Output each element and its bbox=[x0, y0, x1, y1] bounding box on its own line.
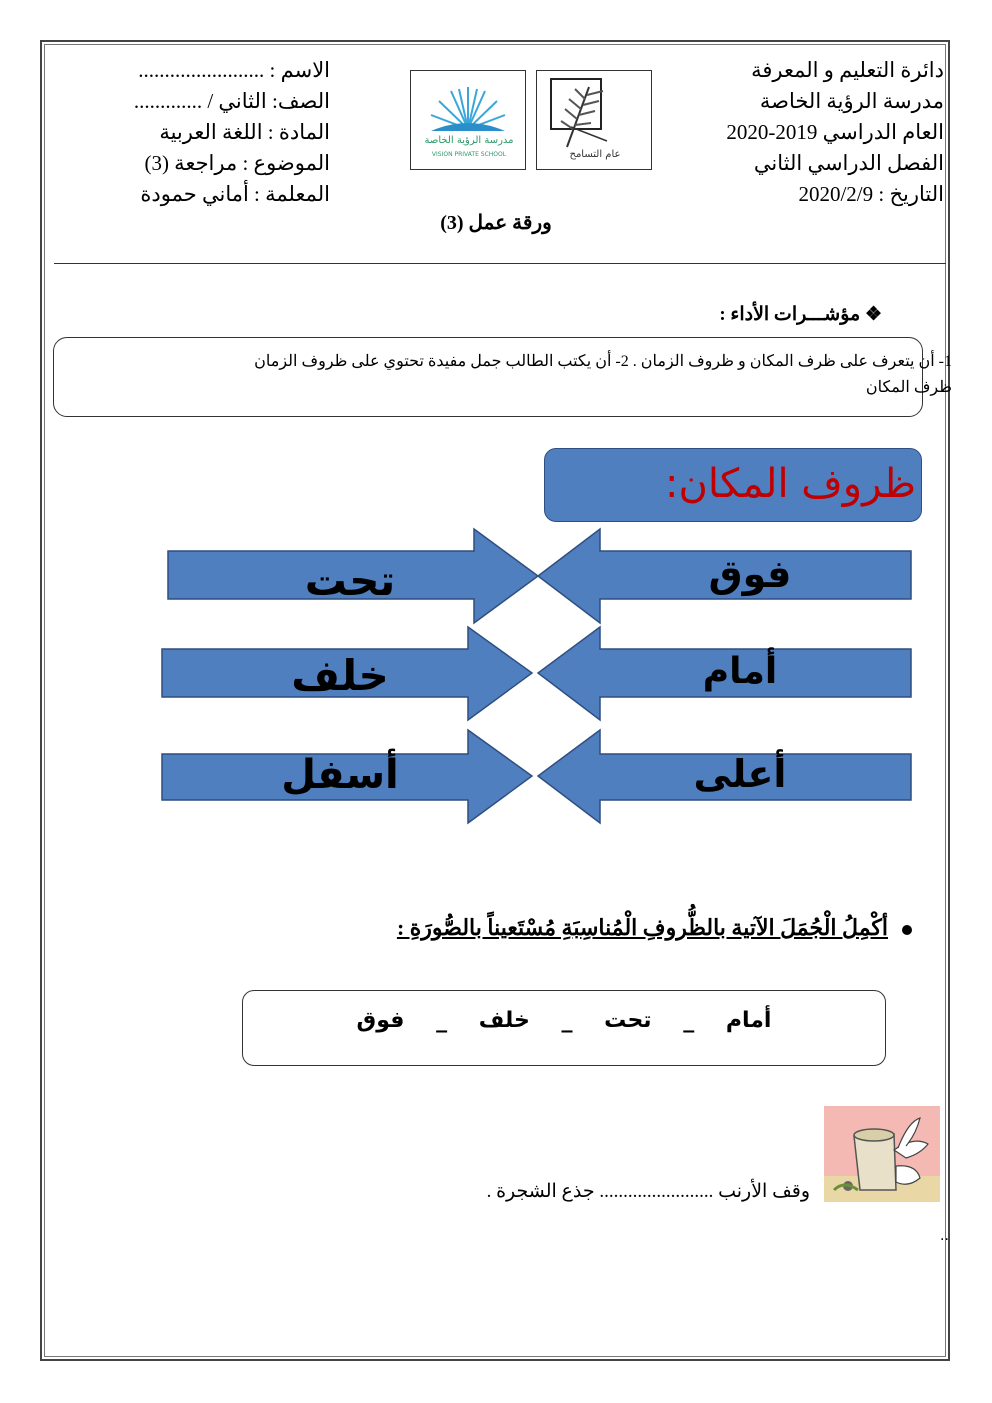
tolerance-logo-text: عام التسامح bbox=[569, 149, 621, 160]
teacher-label: المعلمة : أماني حمودة bbox=[140, 182, 330, 206]
word-bank bbox=[242, 1008, 886, 1033]
arrow-label-fawq: فوق bbox=[708, 552, 792, 596]
school-logo-arabic: مدرسة الرؤية الخاصة bbox=[424, 135, 514, 146]
student-grade-field[interactable]: الصف: الثاني / ............. bbox=[133, 89, 330, 113]
task-instruction-text: أكْمِلُ الْجُمَلَ الآتية بالظُّروفِ الْمُناسِبَةِ مُسْتَعيناً بالصُّورَةِ : bbox=[396, 915, 888, 940]
header-school-name: مدرسة الرؤية الخاصة bbox=[759, 89, 944, 113]
arrow-label-asfal: أسفل bbox=[281, 752, 399, 798]
word-bank-separator: _ bbox=[561, 1008, 573, 1033]
adverbs-banner-title: ظروف المكان: bbox=[665, 461, 916, 507]
topic-label: الموضوع : مراجعة (3) bbox=[144, 151, 330, 175]
indicators-line-2: ظرف المكان bbox=[865, 379, 952, 396]
arrow-label-aala: أعلى bbox=[693, 752, 787, 796]
header-semester: الفصل الدراسي الثاني bbox=[753, 151, 944, 175]
word-bank-separator: _ bbox=[436, 1008, 448, 1033]
rabbit-stump-picture bbox=[824, 1106, 940, 1202]
header-academic-year: العام الدراسي 2019-2020 bbox=[726, 120, 944, 144]
indicators-title: مؤشـــرات الأداء : bbox=[719, 304, 861, 325]
bullet-icon bbox=[902, 925, 912, 935]
arrow-label-taht: تحت bbox=[304, 556, 396, 605]
worksheet-title: ورقة عمل (3) bbox=[440, 212, 552, 234]
school-logo-english: VISION PRIVATE SCHOOL bbox=[431, 151, 507, 158]
header-department: دائرة التعليم و المعرفة bbox=[751, 58, 944, 82]
arrow-label-khalf: خلف bbox=[291, 651, 389, 700]
task-instruction bbox=[397, 915, 912, 941]
indicators-line-1: 1- أن يتعرف على ظرف المكان و ظروف الزمان . 2- أن يكتب الطالب جمل مفيدة تحتوي على ظروف الزمان bbox=[254, 353, 952, 370]
arrow-label-amam: أمام bbox=[702, 651, 778, 692]
word-bank-item-khalf: خلف bbox=[478, 1008, 530, 1033]
header-date: التاريخ : 2020/2/9 bbox=[798, 182, 944, 206]
student-name-field[interactable]: الاسم : ........................ bbox=[138, 58, 330, 82]
word-bank-separator: _ bbox=[683, 1008, 695, 1033]
rabbit-icon bbox=[824, 1106, 940, 1202]
subject-label: المادة : اللغة العربية bbox=[159, 120, 330, 144]
word-bank-item-amam: أمام bbox=[725, 1008, 772, 1033]
stray-dots: .. bbox=[940, 1228, 949, 1244]
diamond-bullet-icon: ❖ bbox=[864, 304, 882, 325]
word-bank-item-fawq: فوق bbox=[356, 1008, 405, 1033]
word-bank-item-taht: تحت bbox=[604, 1008, 652, 1033]
exercise-sentence[interactable]: وقف الأرنب ........................ جذع الشجرة . bbox=[486, 1181, 810, 1202]
